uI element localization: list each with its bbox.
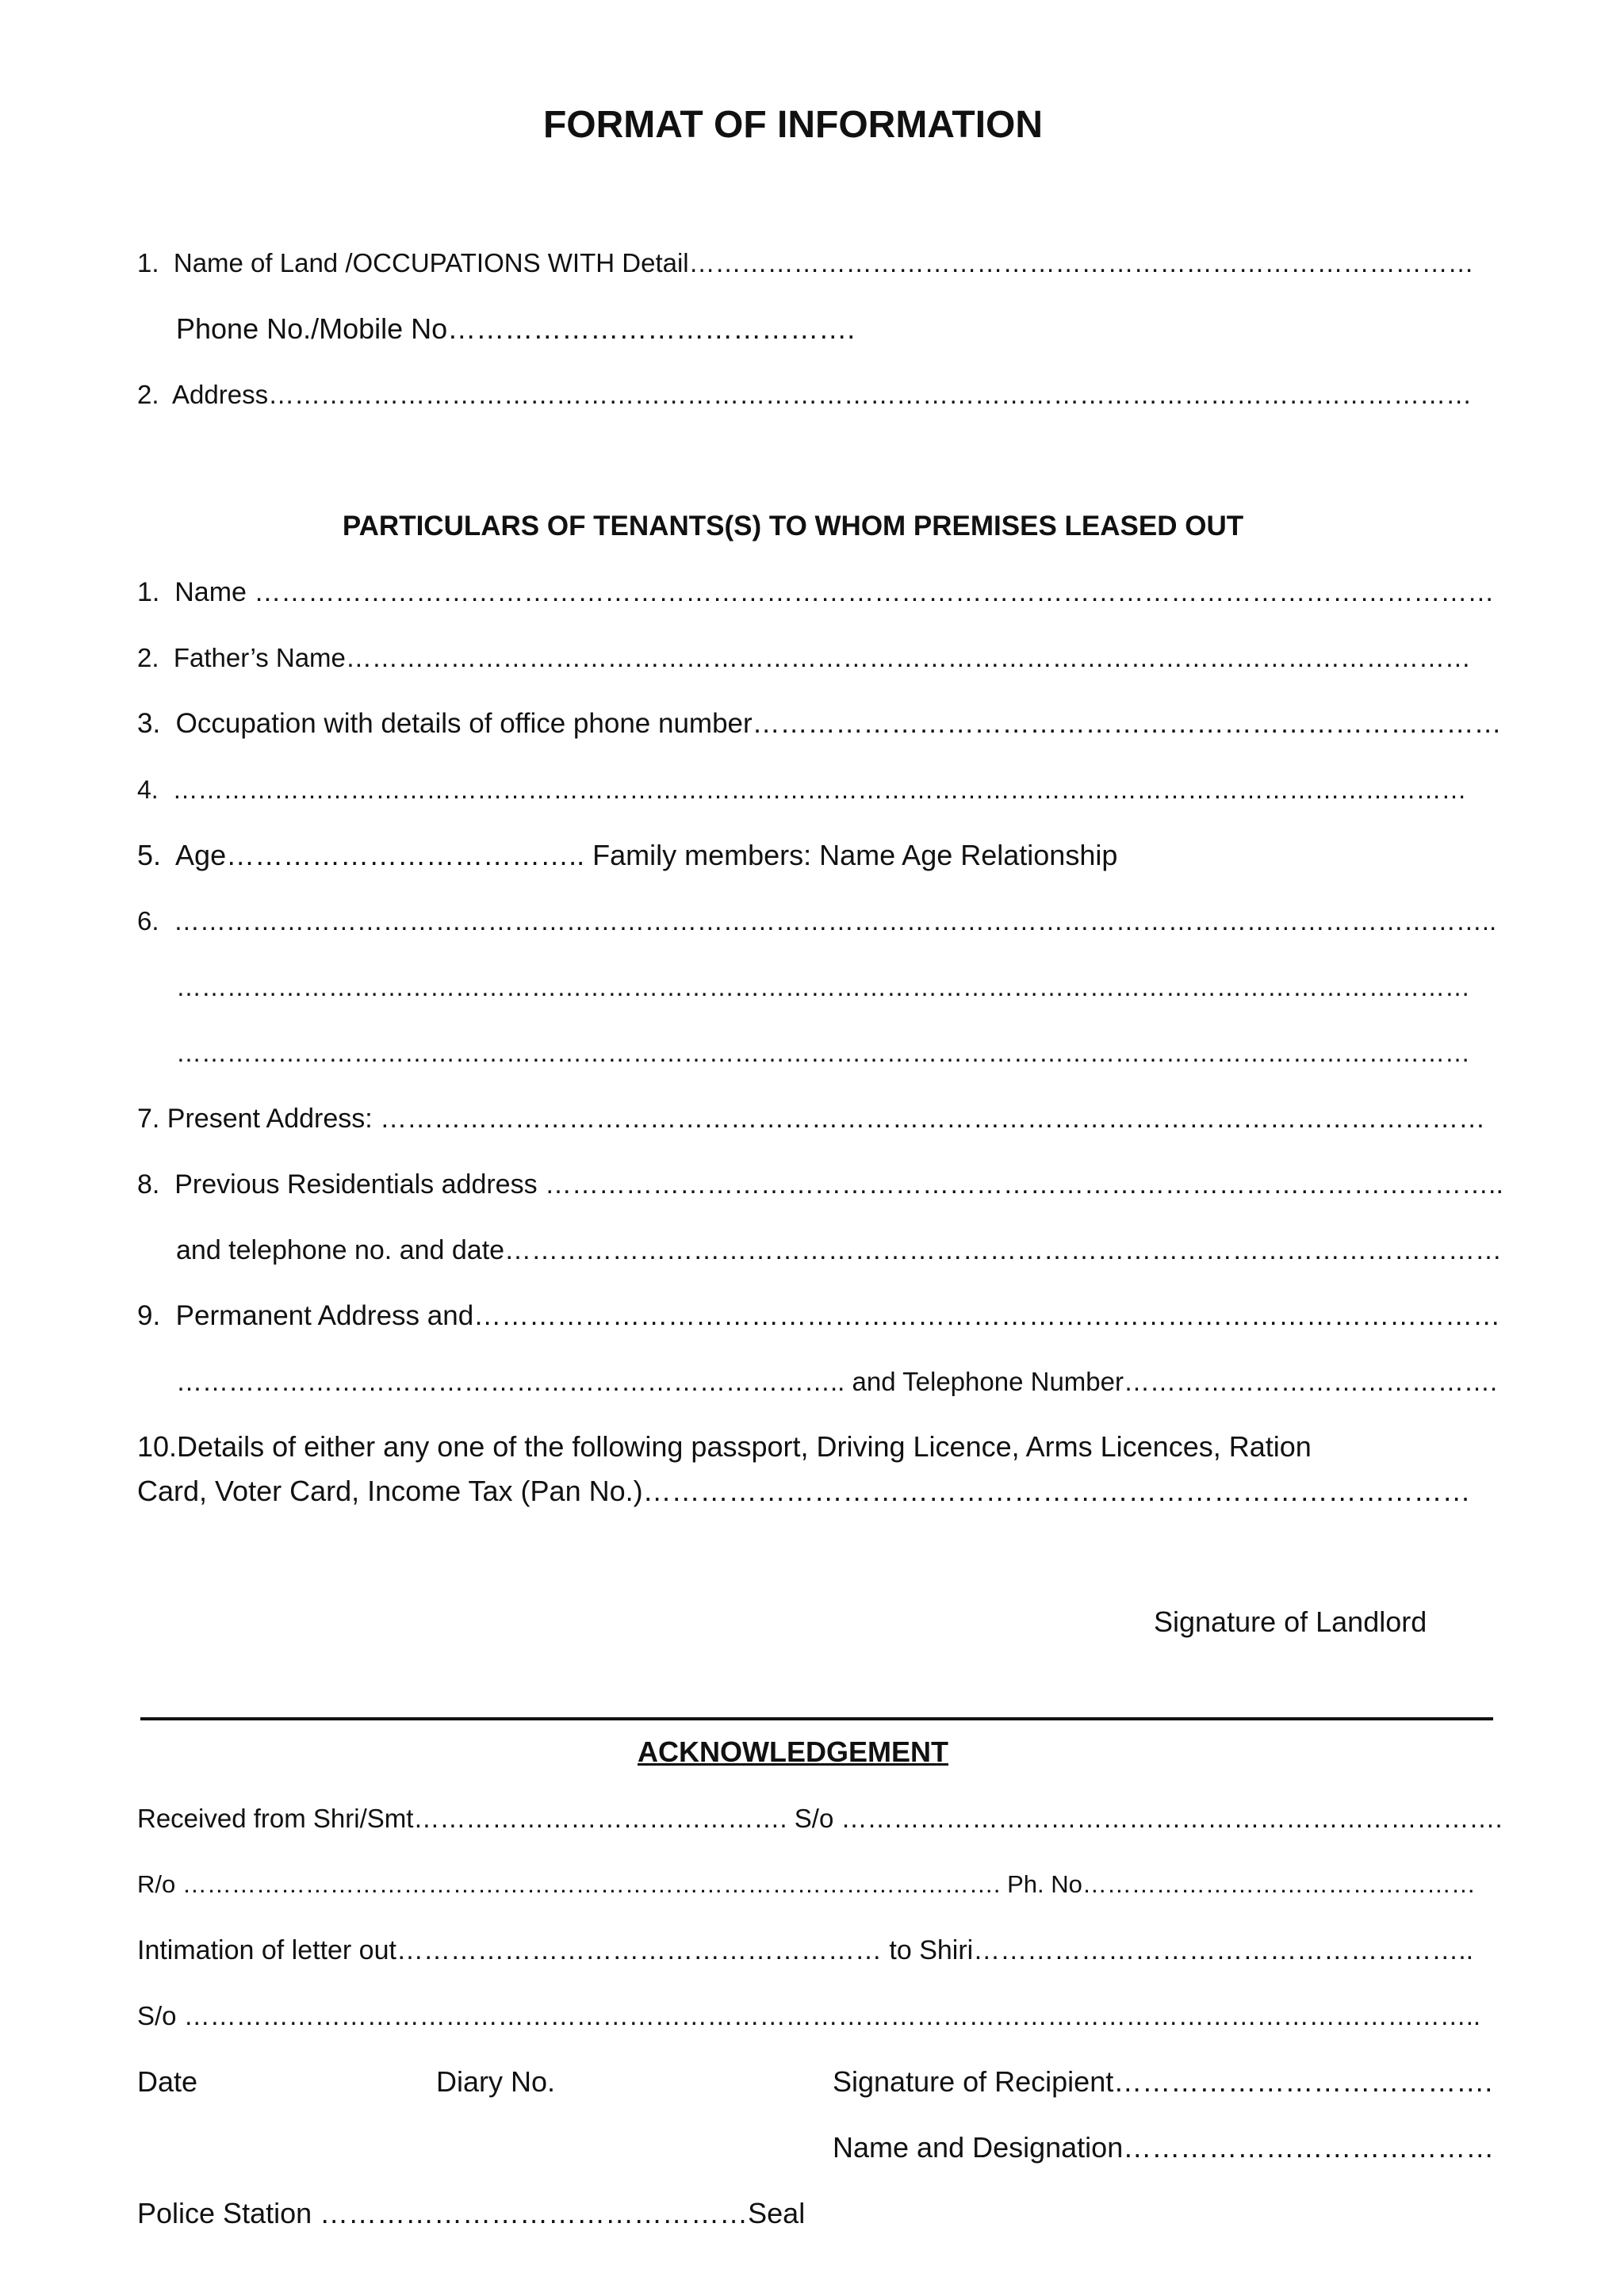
- ack-intimation-line: Intimation of letter out……………………………………………… to Shiri………………………………………………..: [137, 1935, 1474, 1965]
- tenants-heading: PARTICULARS OF TENANTS(S) TO WHOM PREMISES LEASED OUT: [342, 511, 1244, 541]
- ack-name-designation: Name and Designation…………………………………: [833, 2131, 1495, 2164]
- landlord-address-line: 2. Address…………………………………………………………………………………………………………………………: [137, 380, 1473, 409]
- tenant-item-4-line: 4. ………………………………………………………………………………………………………………………………………: [137, 775, 1467, 804]
- ack-date-label: Date: [137, 2065, 198, 2098]
- tenant-item-6-line: 6. ……………………………………………………………………………………………………………………………………..: [137, 906, 1497, 936]
- tenant-father-name-line: 2. Father’s Name…………………………………………………………………………………………………………………: [137, 643, 1471, 672]
- tenant-previous-address-line: 8. Previous Residentials address ……………………………………………………………………………………………..: [137, 1169, 1503, 1200]
- tenant-name-line: 1. Name …………………………………………………………………………………………………………………………: [137, 577, 1495, 607]
- ack-diary-label: Diary No.: [436, 2065, 556, 2098]
- landlord-name-line: 1. Name of Land /OCCUPATIONS WITH Detail………………………………………………………………………………: [137, 248, 1474, 277]
- tenant-occupation-line: 3. Occupation with details of office phone number………………………………………………………………………: [137, 708, 1502, 739]
- acknowledgement-heading: ACKNOWLEDGEMENT: [638, 1735, 948, 1768]
- tenant-permanent-address-line: 9. Permanent Address and…………………………………………………………………………………………………: [137, 1300, 1501, 1331]
- landlord-phone-line: Phone No./Mobile No…………………………………….: [176, 312, 856, 345]
- tenant-id-details-continuation: Card, Voter Card, Income Tax (Pan No.)……………………………………………………………………………: [137, 1475, 1471, 1507]
- page-title: FORMAT OF INFORMATION: [542, 104, 1044, 146]
- ack-police-station-seal: Police Station ………………………………………Seal: [137, 2197, 806, 2229]
- ack-received-from-line: Received from Shri/Smt……………………………………. S/o ………………………………………………………………….: [137, 1804, 1503, 1833]
- tenant-id-details-line: 10.Details of either any one of the following passport, Driving Licence, Arms Licences, Ration: [137, 1430, 1312, 1463]
- tenant-item-6-continuation: ………………………………………………………………………………………………………………………………………: [176, 973, 1470, 1001]
- landlord-signature-label: Signature of Landlord: [1154, 1605, 1427, 1638]
- ack-son-of-line: S/o …………………………………………………………………………………………………………………………………..: [137, 2001, 1481, 2030]
- ack-residence-phone-line: R/o ………………………………………………………………………………………. Ph. No…………………………………………: [137, 1870, 1476, 1898]
- tenant-age-family-line: 5. Age……………………………….. Family members: Name Age Relationship: [137, 839, 1118, 871]
- ack-signature-recipient: Signature of Recipient………………………………….: [833, 2065, 1493, 2098]
- tenant-permanent-telephone-line: ………………………………………………………………….. and Telephone Number…………………………………….: [176, 1367, 1498, 1396]
- tenant-item-6-continuation-2: ………………………………………………………………………………………………………………………………………: [176, 1039, 1470, 1067]
- tenant-present-address-line: 7. Present Address: ……………………………………………………………………………………………………………: [137, 1104, 1486, 1134]
- tenant-previous-telephone-line: and telephone no. and date…………………………………………………………………………………………………: [176, 1235, 1503, 1265]
- section-divider: [140, 1717, 1493, 1720]
